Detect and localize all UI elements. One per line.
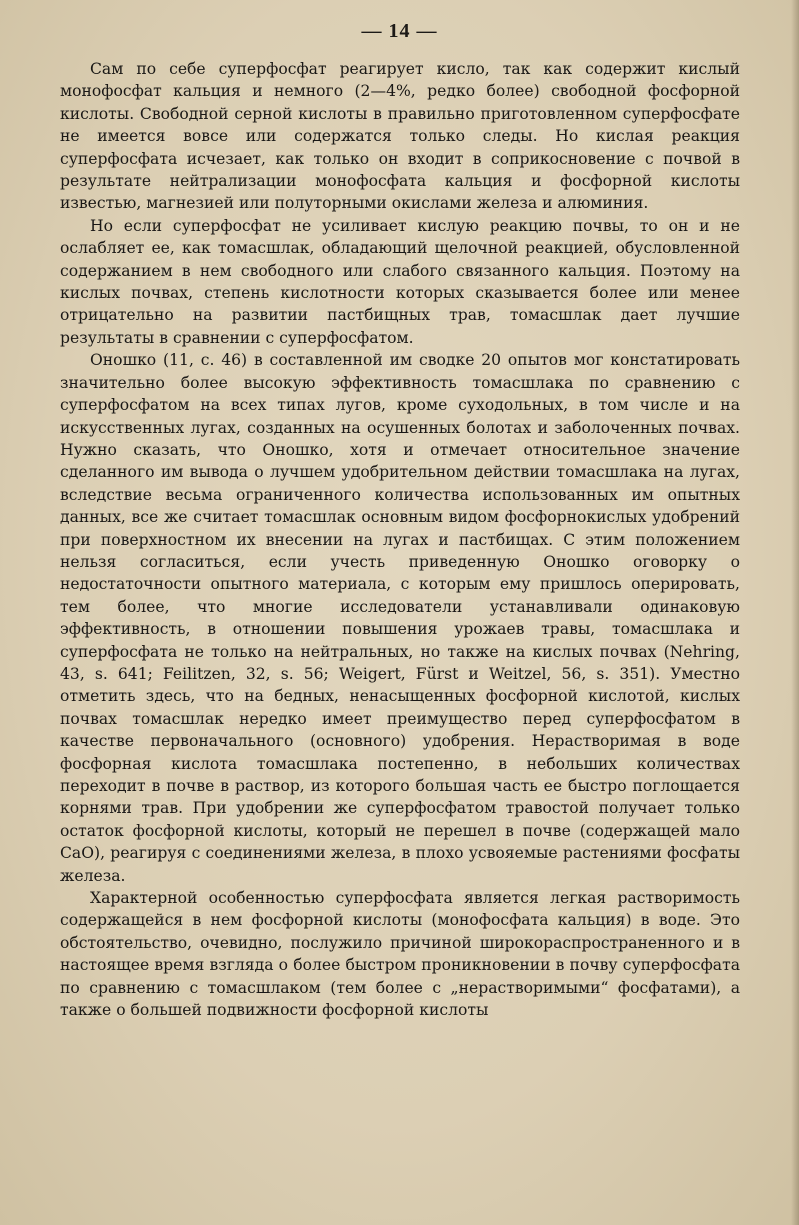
paragraph-2: Но если суперфосфат не усиливает кислую реакцию почвы, то он и не ослабляет ее, как томасшлак, обладающий щелочной реакцией, обусловленной содержанием в нем свободного или слабого связанного кальция. Поэтому на кислых почвах, степень кислотности которых сказывается более или менее отрицательно на развитии пастбищных трав, томасшлак дает лучшие результаты в сравнении с суперфосфатом.: [60, 216, 740, 347]
paragraph-4: Характерной особенностью суперфосфата является легкая растворимость содержащейся в нем фосфорной кислоты (монофосфата кальция) в воде. Это обстоятельство, очевидно, послужило причиной широкораспространенного и в настоящее время взгляда о более быстром проникновении в почву суперфосфата по сравнению с томасшлаком (тем более с „нерастворимыми“ фосфатами), а также о большей подвижности фосфорной кислоты: [60, 889, 740, 1020]
paragraph-3: Оношко (11, с. 46) в составленной им сводке 20 опытов мог констатировать значительно более высокую эффективность томасшлака по сравнению с суперфосфатом на всех типах лугов, кроме суходольных, в том числе и на искусственных лугах, созданных на осушенных болотах и заболоченных почвах. Нужно сказать, что Оношко, хотя и отмечает относительное значение сделанного им вывода о лучшем удобрительном действии томасшлака на лугах, вследствие весьма ограниченного количества использованных им опытных данных, все же считает томасшлак основным видом фосфорнокислых удобрений при поверхностном их внесении на лугах и пастбищах. С этим положением нельзя согласиться, если учесть приведенную Оношко оговорку о недостаточности опытного материала, с которым ему пришлось оперировать, тем более, что многие исследователи устанавливали одинаковую эффективность, в отношении повышения урожаев травы, томасшлака и суперфосфата не только на нейтральных, но также на кислых почвах (Nehring, 43, s. 641; Feilitzen, 32, s. 56; Weigert, Fürst и Weitzel, 56, s. 351). Уместно отметить здесь, что на бедных, ненасыщенных фосфорной кислотой, кислых почвах томасшлак нередко имеет преимущество перед суперфосфатом в качестве первоначального (основного) удобрения. Нерастворимая в воде фосфорная кислота томасшлака постепенно, в небольших количествах переходит в почве в раствор, из которого большая часть ее быстро поглощается корнями трав. При удобрении же суперфосфатом травостой получает только остаток фосфорной кислоты, который не перешел в почве (содержащей мало CaO), реагируя с соединениями железа, в плохо усвояемые растениями фосфаты железа.: [60, 351, 740, 885]
page-edge-shadow: [791, 0, 799, 1225]
body-text: [60, 58, 740, 1021]
paragraph-1: Сам по себе суперфосфат реагирует кисло, так как содержит кислый монофосфат кальция и немного (2—4%, редко более) свободной фосфорной кислоты. Свободной серной кислоты в правильно приготовленном суперфосфате не имеется вовсе или содержатся только следы. Но кислая реакция суперфосфата исчезает, как только он входит в соприкосновение с почвой в результате нейтрализации монофосфата кальция и фосфорной кислоты известью, магнезией или полуторными окислами железа и алюминия.: [60, 60, 740, 213]
page-number: — 14 —: [361, 20, 438, 42]
